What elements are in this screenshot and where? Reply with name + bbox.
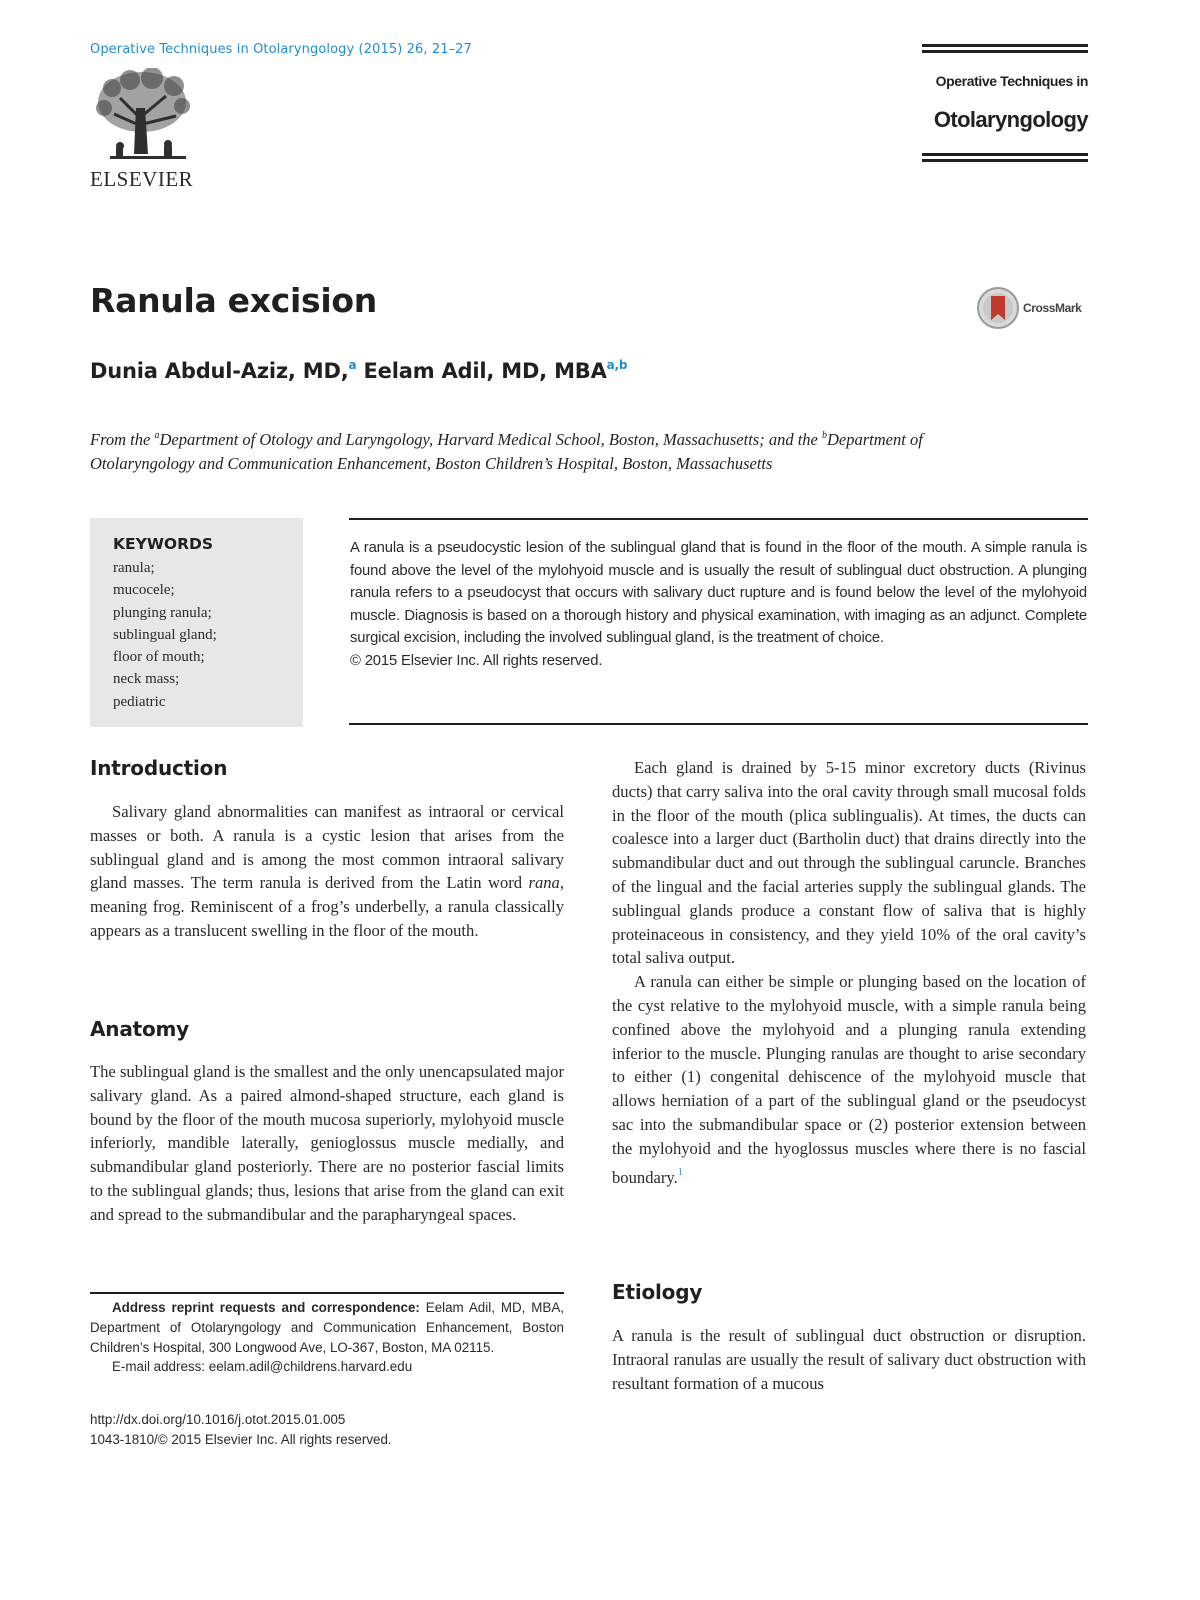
issn-line: 1043-1810/© 2015 Elsevier Inc. All rights reserved.: [90, 1431, 392, 1447]
correspondence-text: Eelam Adil, MD, MBA, Department of Otolaryngology and Communication Enhancement, Boston Children’s Hospital, 300 Longwood Ave, LO-367, Boston, MA 02115.: [90, 1300, 564, 1355]
crossmark-button[interactable]: [976, 286, 1081, 330]
author-name: Eelam Adil, MD, MBA: [363, 359, 607, 383]
keyword-item: floor of mouth;: [113, 649, 205, 666]
author-list: [90, 358, 627, 383]
affiliation-marker-a: a: [154, 430, 160, 441]
correspondence-label: Address reprint requests and correspondence:: [112, 1300, 420, 1315]
anatomy-body-right: [612, 756, 1086, 1189]
reference-link[interactable]: 1: [677, 1166, 683, 1178]
elsevier-tree-logo: [90, 68, 200, 171]
section-heading-introduction: Introduction: [90, 756, 228, 780]
anatomy-paragraph: The sublingual gland is the smallest and the only unencapsulated major salivary gland. As a paired almond-shaped structure, each gland is bound by the floor of the mouth mucosa superiorly, mylohyoid muscle inferiorly, mandible laterally, genioglossus muscle medially, and submandibular gland posteriorly. There are no posterior fascial limits to the sublingual glands; thus, lesions that arise from the gland can exit and spread to the submandibular and the parapharyngeal spaces.: [90, 1062, 564, 1224]
author-name: Dunia Abdul-Aziz, MD,: [90, 359, 349, 383]
author-affiliation-marker[interactable]: a,b: [606, 358, 628, 372]
article-title: Ranula excision: [90, 281, 377, 320]
etiology-body: [612, 1324, 1086, 1395]
abstract: [350, 537, 1087, 672]
keyword-item: sublingual gland;: [113, 626, 217, 643]
masthead-rule-top-1: [922, 44, 1088, 47]
paragraph-text: Salivary gland abnormalities can manifest as intraoral or cervical masses or both. A ranula is a cystic lesion that arises from the sublingual gland and is among the most common intraoral salivary gland masses. The term ranula is derived from the Latin word: [90, 802, 564, 893]
elsevier-wordmark: ELSEVIER: [90, 167, 194, 191]
introduction-body: [90, 800, 564, 943]
keyword-item: pediatric: [113, 693, 166, 710]
crossmark-icon: [976, 286, 1020, 330]
anatomy-body-left: [90, 1060, 564, 1227]
keywords-heading: KEYWORDS: [113, 535, 214, 553]
journal-name-large: Otolaryngology: [933, 107, 1088, 132]
masthead-rule-top-2: [922, 50, 1088, 53]
doi-link[interactable]: http://dx.doi.org/10.1016/j.otot.2015.01.005: [90, 1412, 346, 1427]
introduction-paragraph: [90, 800, 564, 943]
anatomy-paragraph: [612, 970, 1086, 1189]
anatomy-paragraph: Each gland is drained by 5-15 minor excretory ducts (Rivinus ducts) that carry saliva into the oral cavity through small mucosal folds in the floor of the mouth (plica sublingualis). At times, the ducts can coalesce into a larger duct (Bartholin duct) that drains directly into the submandibular duct and out through the sublingual caruncle. Branches of the lingual and the facial arteries supply the sublingual glands. The sublingual glands produce a constant flow of saliva that is highly proteinaceous in consistency, and they yield 10% of the oral cavity’s total saliva output.: [612, 758, 1086, 968]
footnote-rule: [90, 1292, 564, 1294]
email-label: E-mail address:: [112, 1359, 209, 1375]
abstract-text: A ranula is a pseudocystic lesion of the sublingual gland that is found in the floor of the mouth. A simple ranula is found above the level of the mylohyoid muscle and is usually the result of sublingual duct obstruction. A plunging ranula refers to a pseudocyst that occurs with salivary duct rupture and is found below the level of the mylohyoid muscle. Diagnosis is based on a thorough history and physical examination, with imaging as an adjunct. Complete surgical excision, including the involved sublingual gland, is the treatment of choice.: [350, 540, 1087, 646]
keyword-item: ranula;: [113, 560, 155, 576]
keyword-item: plunging ranula;: [113, 604, 212, 621]
section-heading-anatomy: Anatomy: [90, 1017, 189, 1041]
section-heading-etiology: Etiology: [612, 1280, 703, 1304]
affiliation-b: Department of Otolaryngology and Communication Enhancement, Boston Children’s Hospital, Boston, Massachusetts: [90, 430, 923, 473]
abstract-copyright: © 2015 Elsevier Inc. All rights reserved.: [350, 652, 603, 669]
abstract-rule-bottom: [349, 723, 1088, 725]
affiliations: [90, 424, 970, 475]
keywords-list: [113, 557, 217, 713]
masthead-rule-bottom-1: [922, 153, 1088, 156]
keyword-item: neck mass;: [113, 671, 180, 688]
email-link[interactable]: eelam.adil@childrens.harvard.edu: [208, 1359, 413, 1375]
masthead-rule-bottom-2: [922, 159, 1088, 162]
doi-block: [90, 1410, 392, 1450]
running-citation: Operative Techniques in Otolaryngology (2015) 26, 21–27: [90, 42, 472, 57]
abstract-rule-top: [349, 518, 1088, 520]
affiliation-a: Department of Otology and Laryngology, Harvard Medical School, Boston, Massachusetts; and the: [159, 430, 822, 449]
etiology-paragraph: A ranula is the result of sublingual duct obstruction or disruption. Intraoral ranulas are usually the result of salivary duct obstruction with resultant formation of a mucous: [612, 1326, 1086, 1393]
latin-term: rana: [528, 873, 560, 893]
paragraph-text: A ranula can either be simple or plunging based on the location of the cyst relative to the mylohyoid muscle, with a simple ranula being confined above the mylohyoid and a plunging ranula extending inferior to the muscle. Plunging ranulas are thought to arise secondary to either (1) congenital dehiscence of the mylohyoid muscle that allows herniation of a part of the sublingual gland or the pseudocyst sac into the submandibular space or (2) posterior extension between the mylohyoid and the hyoglossus muscles where there is no fascial boundary.: [612, 972, 1086, 1187]
correspondence-footnote: [90, 1298, 564, 1377]
keyword-item: mucocele;: [113, 582, 175, 599]
affiliation-marker-b: b: [822, 430, 827, 441]
journal-name-small: Operative Techniques in: [935, 73, 1088, 89]
crossmark-label: CrossMark: [1023, 301, 1082, 315]
author-affiliation-marker[interactable]: a: [348, 358, 357, 372]
paragraph-text: , meaning frog. Reminiscent of a frog’s underbelly, a ranula classically appears as a translucent swelling in the floor of the mouth.: [90, 873, 564, 940]
affiliation-prefix: From the: [90, 430, 155, 449]
